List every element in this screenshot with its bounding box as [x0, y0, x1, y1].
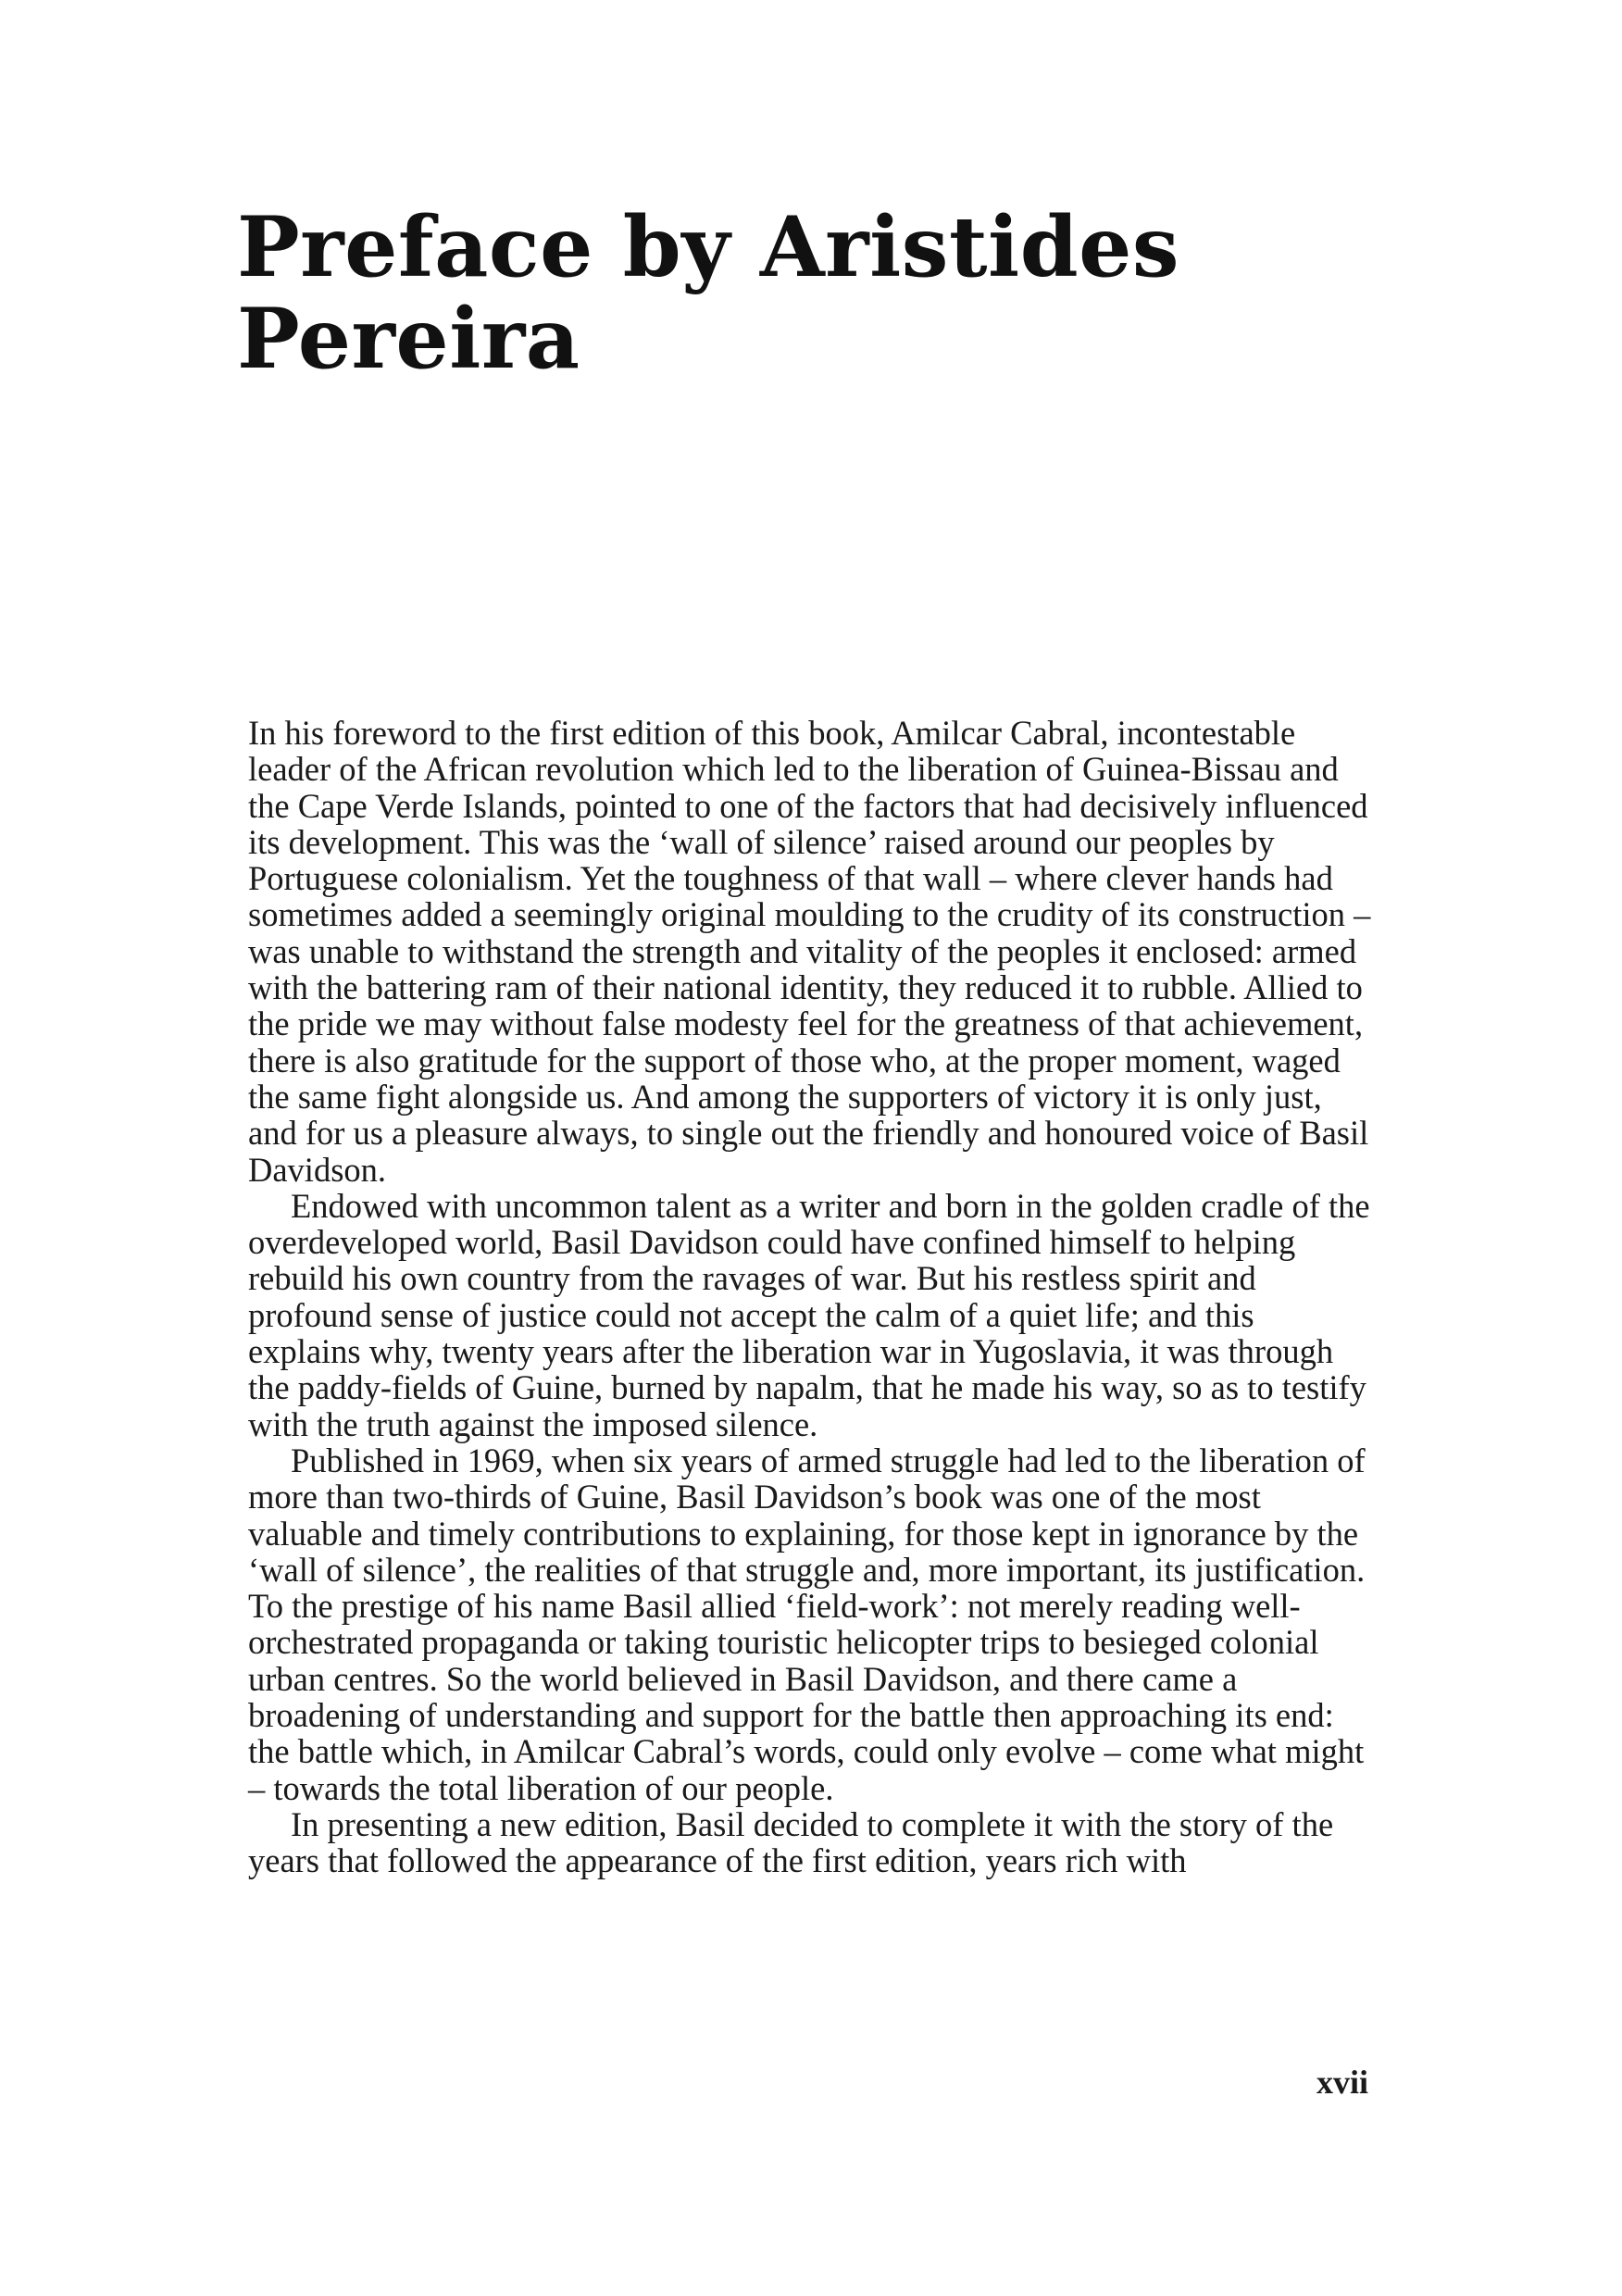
- paragraph-4: In presenting a new edition, Basil decided to complete it with the story of the years that followed the appearance of the first edition, years rich with: [248, 1804, 1334, 1880]
- paragraph-3: Published in 1969, when six years of armed struggle had led to the liberation of more than two-thirds of Guine, Basil Davidson’s book was one of the most valuable and timely contributions to explaining, for those kept in ignorance by the ‘wall of silence’, the realities of that struggle and, more important, its justification. To the prestige of his name Basil allied ‘field-work’: not merely reading well-orchestrated propaganda or taking touristic helicopter trips to besieged colonial urban centres. So the world believed in Basil Davidson, and there came a broadening of understanding and support for the battle then approaching its end: the battle which, in Amilcar Cabral’s words, could only evolve – come what might – towards the total liberation of our people.: [248, 1441, 1366, 1807]
- paragraph-1: In his foreword to the first edition of this book, Amilcar Cabral, incontestable leader of the African revolution which led to the liberation of Guinea-Bissau and the Cape Verde Islands, pointed to one of the factors that had decisively influenced its development. This was the ‘wall of silence’ raised around our peoples by Portuguese colonialism. Yet the toughness of that wall – where clever hands had sometimes added a seemingly original moulding to the crudity of its construction – was unable to withstand the strength and vitality of the peoples it enclosed: armed with the battering ram of their national identity, they reduced it to rubble. Allied to the pride we may without false modesty feel for the greatness of that achievement, there is also gratitude for the support of those who, at the proper moment, waged the same fight alongside us. And among the supporters of victory it is only just, and for us a pleasure always, to single out the friendly and honoured voice of Basil Davidson.: [248, 714, 1371, 1189]
- preface-body: [248, 715, 1373, 1879]
- page-number: xvii: [1316, 2064, 1368, 2101]
- chapter-title: Preface by Aristides Pereira: [237, 198, 1180, 388]
- paragraph-2: Endowed with uncommon talent as a writer and born in the golden cradle of the overdeveloped world, Basil Davidson could have confined himself to helping rebuild his own country from the ravages of war. But his restless spirit and profound sense of justice could not accept the calm of a quiet life; and this explains why, twenty years after the liberation war in Yugoslavia, it was through the paddy-fields of Guine, burned by napalm, that he made his way, so as to testify with the truth against the imposed silence.: [248, 1186, 1370, 1443]
